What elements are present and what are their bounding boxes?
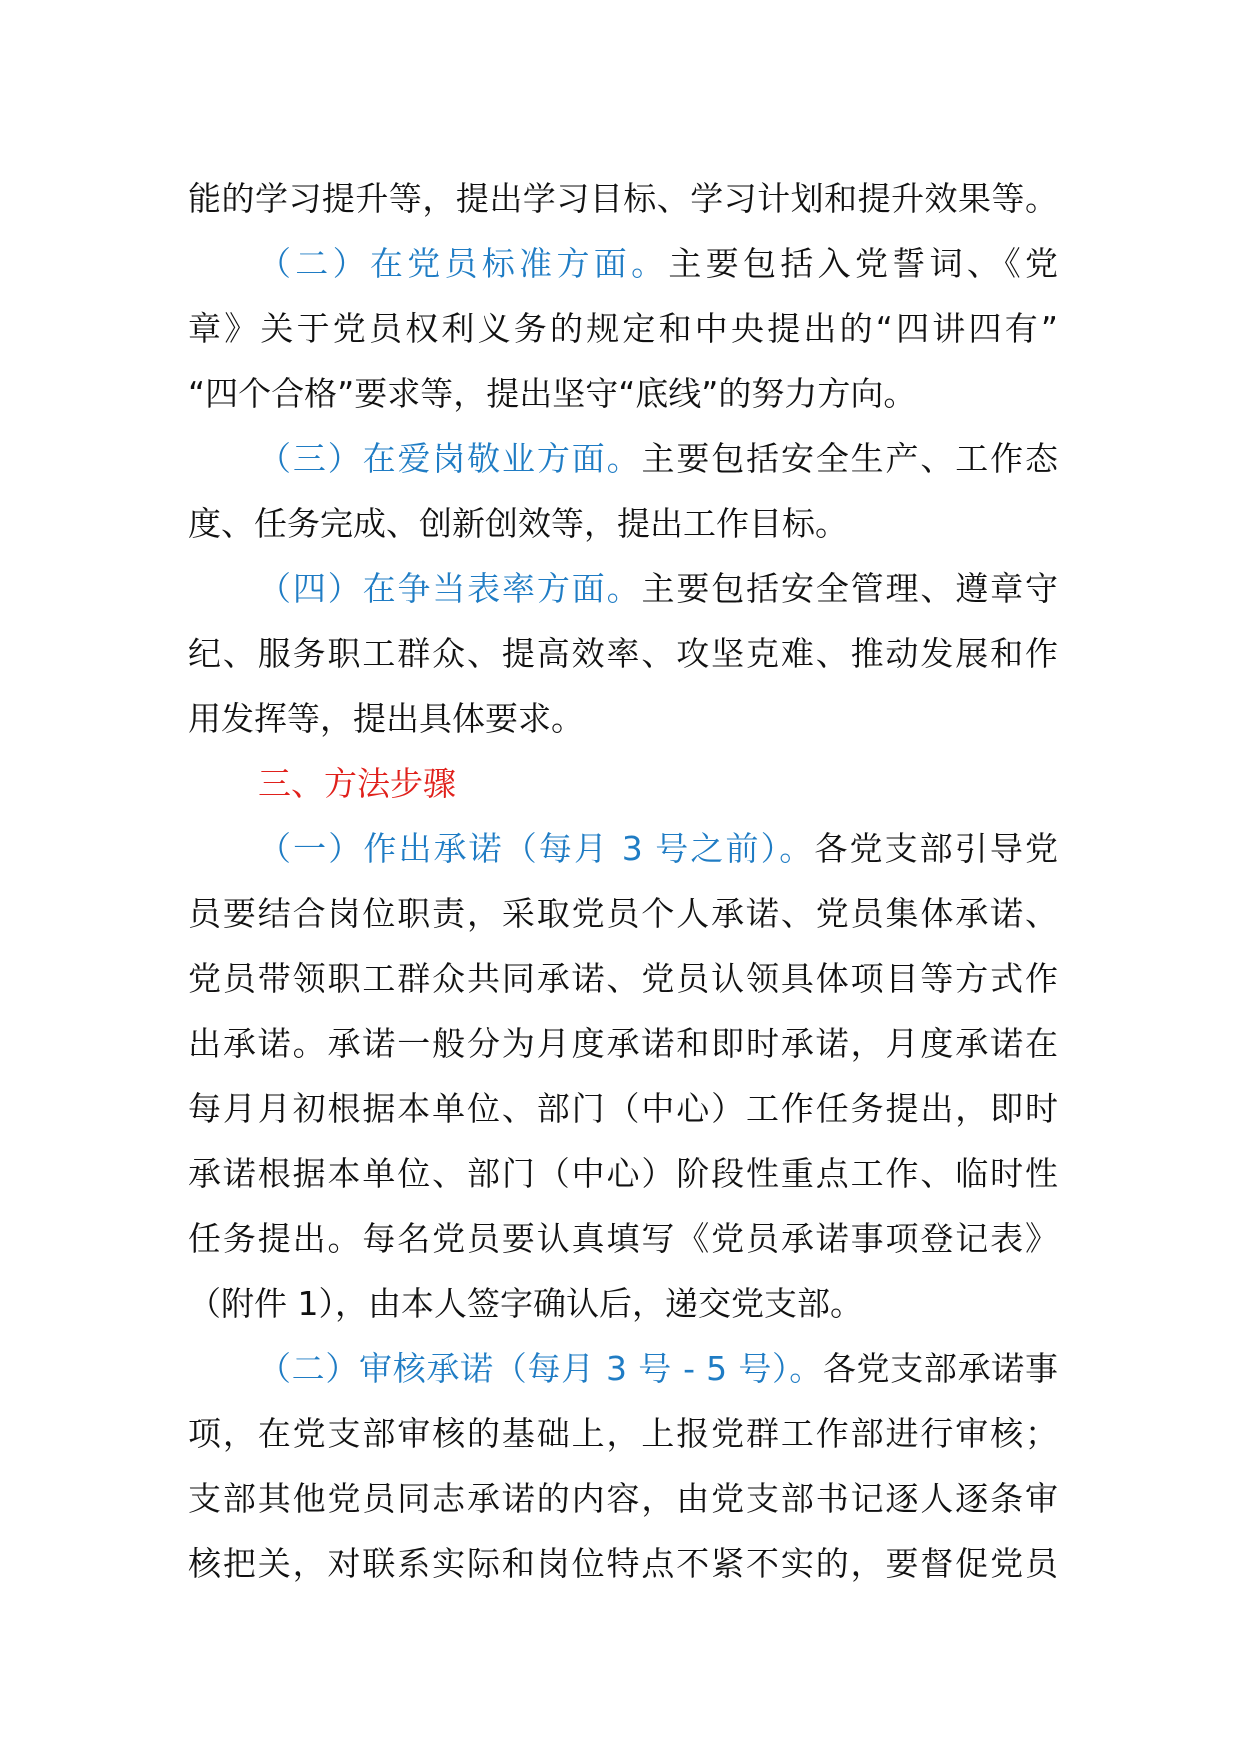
body-line (188, 1141, 1058, 1206)
line-text: 章》关于党员权利义务的规定和中央提出的“四讲四有” (188, 309, 1058, 348)
line-text: （附件 1），由本人签字确认后，递交党支部。 (188, 1284, 863, 1323)
body-line (188, 296, 1058, 361)
body-line (188, 1531, 1058, 1596)
line-text: 任务提出。每名党员要认真填写《党员承诺事项登记表》 (188, 1219, 1058, 1258)
line-text: 度、任务完成、创新创效等，提出工作目标。 (188, 504, 848, 543)
section-heading: 三、方法步骤 (258, 764, 456, 803)
body-line (188, 946, 1058, 1011)
line-text: 员要结合岗位职责，采取党员个人承诺、党员集体承诺、 (188, 894, 1058, 933)
line-text: 各党支部引导党 (814, 829, 1058, 868)
subheading: （二）审核承诺（每月 3 号 - 5 号）。 (258, 1349, 823, 1388)
subheading: （二）在党员标准方面。 (258, 244, 669, 283)
line-text: 项，在党支部审核的基础上，上报党群工作部进行审核； (188, 1414, 1058, 1453)
subheading-line (188, 231, 1058, 296)
subheading-line (188, 816, 1058, 881)
line-text: 支部其他党员同志承诺的内容，由党支部书记逐人逐条审 (188, 1479, 1058, 1518)
line-text: 能的学习提升等，提出学习目标、学习计划和提升效果等。 (188, 179, 1058, 218)
line-text: 每月月初根据本单位、部门（中心）工作任务提出，即时 (188, 1089, 1058, 1128)
body-line (188, 1466, 1058, 1531)
section-heading-line (188, 751, 1058, 816)
line-text: 主要包括安全管理、遵章守 (641, 569, 1058, 608)
body-line (188, 1401, 1058, 1466)
body-line (188, 1271, 1058, 1336)
body-line (188, 361, 1058, 426)
line-text: 主要包括安全生产、工作态 (641, 439, 1058, 478)
subheading-line (188, 556, 1058, 621)
body-line (188, 1011, 1058, 1076)
body-line (188, 491, 1058, 556)
document-page (188, 166, 1058, 1596)
line-text: 出承诺。承诺一般分为月度承诺和即时承诺，月度承诺在 (188, 1024, 1058, 1063)
body-line (188, 686, 1058, 751)
line-text: 主要包括入党誓词、《党 (668, 244, 1058, 283)
subheading-line (188, 1336, 1058, 1401)
line-text: 核把关，对联系实际和岗位特点不紧不实的，要督促党员 (188, 1544, 1058, 1583)
subheading: （四）在争当表率方面。 (258, 569, 642, 608)
line-text: 承诺根据本单位、部门（中心）阶段性重点工作、临时性 (188, 1154, 1058, 1193)
line-text: 纪、服务职工群众、提高效率、攻坚克难、推动发展和作 (188, 634, 1058, 673)
subheading: （一）作出承诺（每月 3 号之前）。 (258, 829, 815, 868)
body-line (188, 1206, 1058, 1271)
line-text: 用发挥等，提出具体要求。 (188, 699, 584, 738)
line-text: 党员带领职工群众共同承诺、党员认领具体项目等方式作 (188, 959, 1058, 998)
subheading-line (188, 426, 1058, 491)
body-line (188, 621, 1058, 686)
line-text: “四个合格”要求等，提出坚守“底线”的努力方向。 (188, 374, 917, 413)
body-line (188, 881, 1058, 946)
subheading: （三）在爱岗敬业方面。 (258, 439, 642, 478)
body-line (188, 1076, 1058, 1141)
body-line (188, 166, 1058, 231)
line-text: 各党支部承诺事 (822, 1349, 1058, 1388)
